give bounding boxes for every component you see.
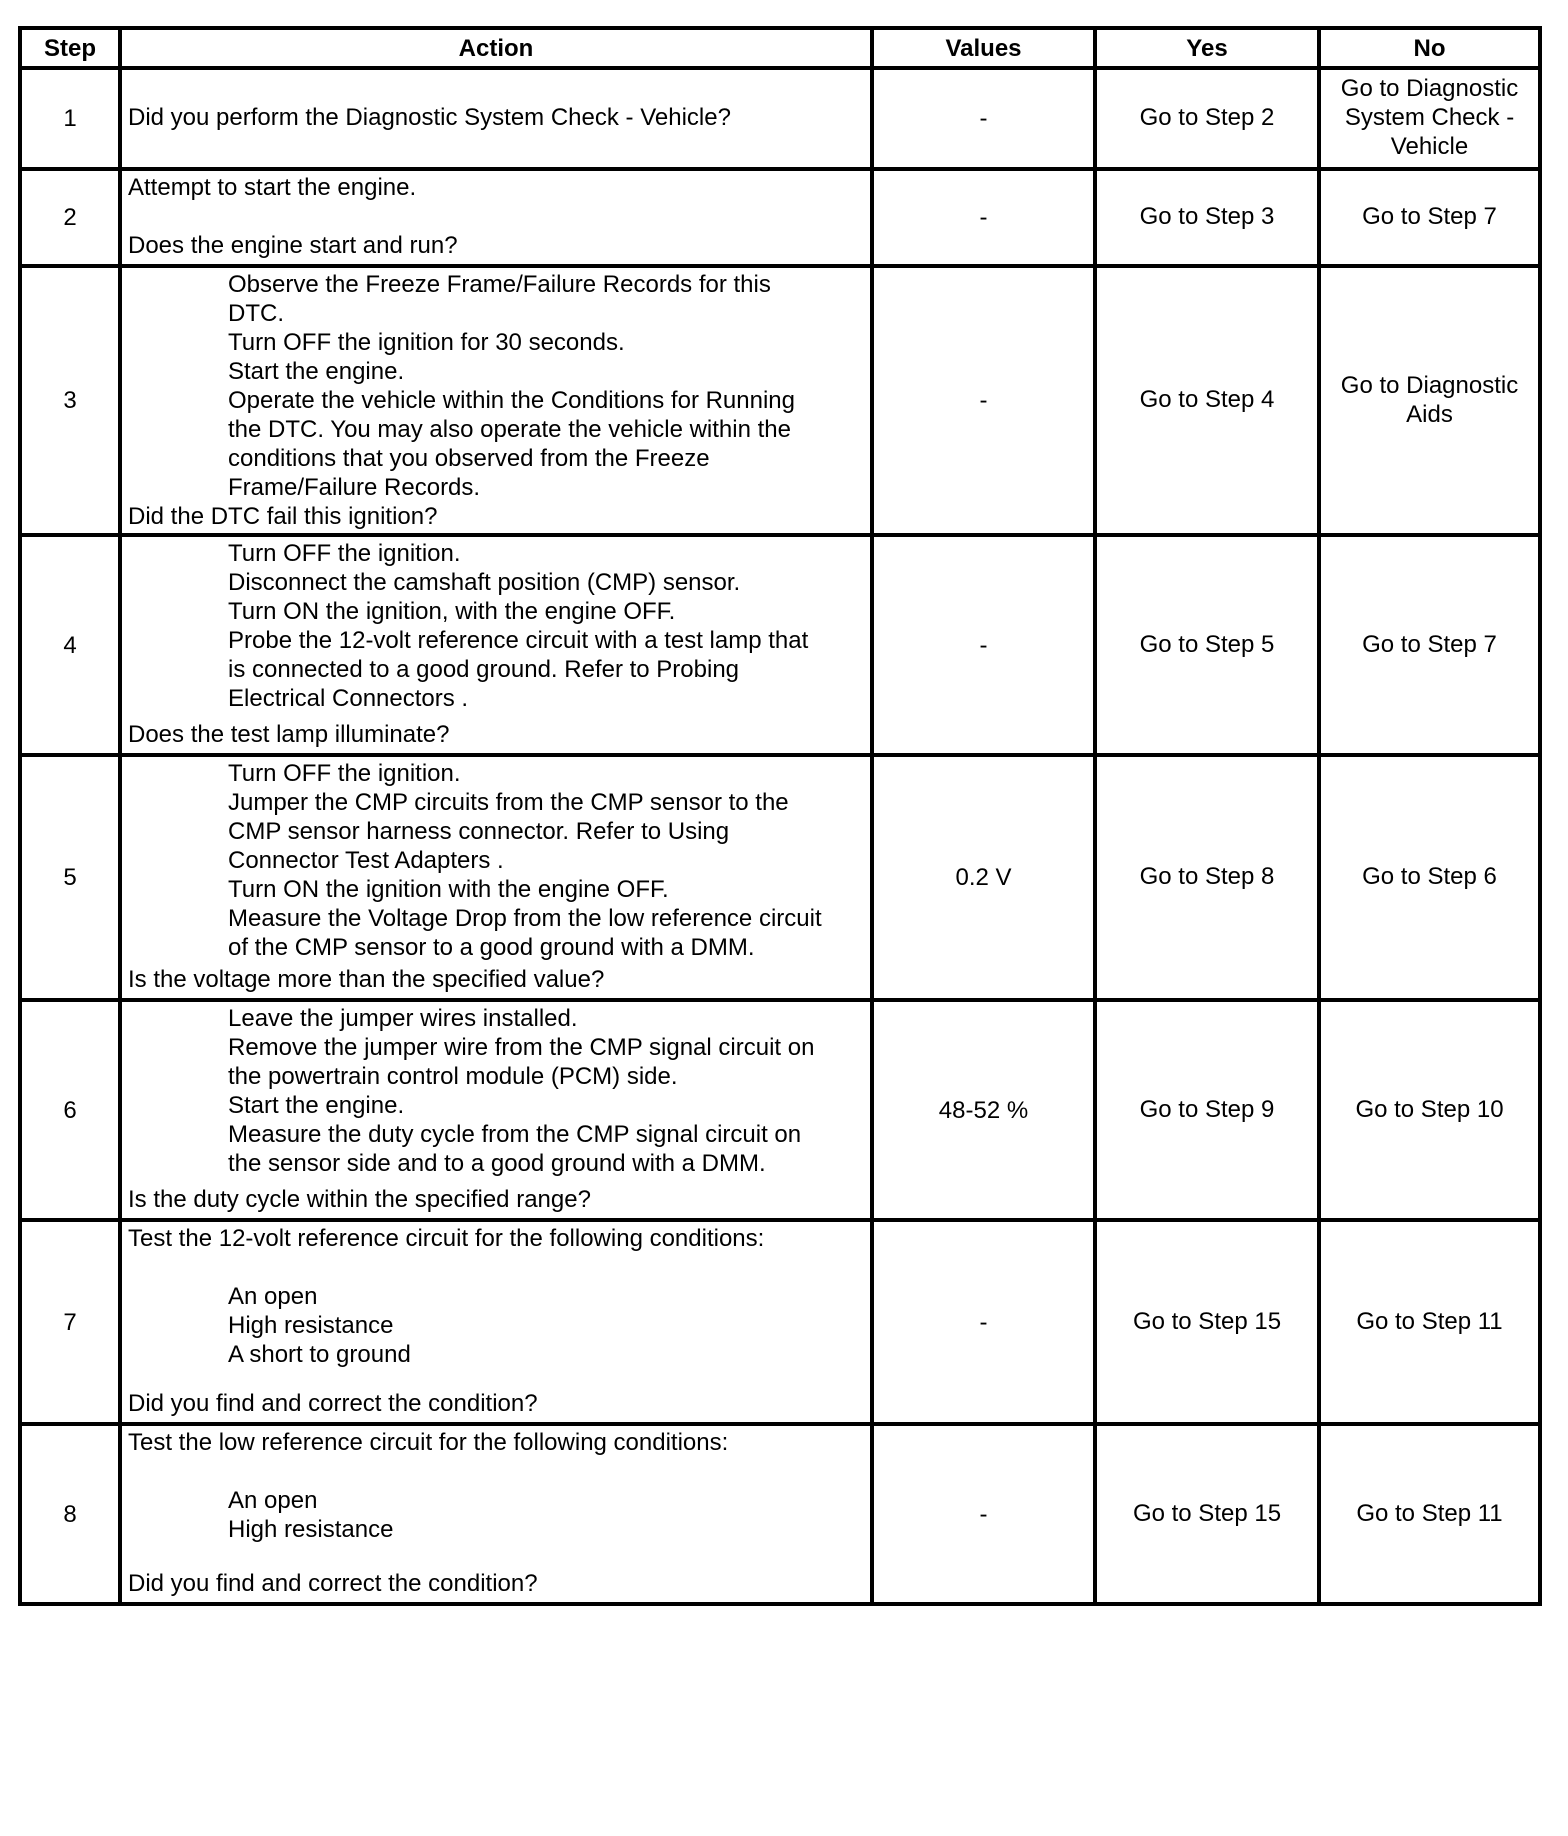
yes-cell: Go to Step 3 xyxy=(1095,169,1319,266)
action-step-item: Probe the 12-volt reference circuit with a test lamp that xyxy=(228,627,809,654)
step-number: 3 xyxy=(20,266,120,535)
step-number: 6 xyxy=(20,1000,120,1220)
no-cell: Go to Step 11 xyxy=(1319,1220,1540,1424)
header-action: Action xyxy=(120,28,872,68)
action-cell xyxy=(120,1000,872,1220)
action-step-item: Turn OFF the ignition for 30 seconds. xyxy=(228,329,625,356)
table-row xyxy=(20,1220,1540,1424)
condition-item: An open xyxy=(228,1283,318,1310)
action-step-item: Observe the Freeze Frame/Failure Records for this xyxy=(228,271,771,298)
action-step-item-cont: is connected to a good ground. Refer to Probing xyxy=(228,656,740,683)
action-step-item-cont: of the CMP sensor to a good ground with a DMM. xyxy=(228,934,755,961)
yes-cell: Go to Step 2 xyxy=(1095,68,1319,169)
no-cell-text: Go to Diagnostic Aids xyxy=(1340,371,1519,428)
action-intro: Test the 12-volt reference circuit for the following conditions: xyxy=(128,1225,765,1252)
no-cell: Go to Step 7 xyxy=(1319,169,1540,266)
action-step-item: Start the engine. xyxy=(228,1092,405,1119)
action-step-item: Operate the vehicle within the Conditions for Running xyxy=(228,387,795,414)
action-conditions xyxy=(128,1282,864,1389)
condition-item: An open xyxy=(228,1487,318,1514)
action-step-item: Measure the Voltage Drop from the low reference circuit xyxy=(228,905,822,932)
action-step-item: Leave the jumper wires installed. xyxy=(228,1005,578,1032)
action-step-item: Turn ON the ignition with the engine OFF. xyxy=(228,876,669,903)
action-cell xyxy=(120,266,872,535)
action-conditions xyxy=(128,1486,864,1569)
action-intro: Test the low reference circuit for the following conditions: xyxy=(128,1429,729,1456)
step-number: 8 xyxy=(20,1424,120,1604)
action-steps xyxy=(128,759,864,965)
action-question: Did you find and correct the condition? xyxy=(128,1390,538,1417)
table-row xyxy=(20,1000,1540,1220)
action-cell xyxy=(120,535,872,755)
action-step-item-cont: CMP sensor harness connector. Refer to Using xyxy=(228,818,730,845)
table-row xyxy=(20,755,1540,1000)
action-step-item-cont: the sensor side and to a good ground with a DMM. xyxy=(228,1150,766,1177)
action-step-item-cont: Connector Test Adapters . xyxy=(228,847,504,874)
step-number: 7 xyxy=(20,1220,120,1424)
step-number: 2 xyxy=(20,169,120,266)
step-number: 5 xyxy=(20,755,120,1000)
header-values: Values xyxy=(872,28,1095,68)
header-no: No xyxy=(1319,28,1540,68)
table-row xyxy=(20,169,1540,266)
step-number: 1 xyxy=(20,68,120,169)
header-row xyxy=(20,28,1540,68)
no-cell: Go to Step 6 xyxy=(1319,755,1540,1000)
diagnostic-table xyxy=(18,26,1542,1606)
action-step-item-cont: DTC. xyxy=(228,300,284,327)
header-yes: Yes xyxy=(1095,28,1319,68)
values-cell: 48-52 % xyxy=(872,1000,1095,1220)
no-cell xyxy=(1319,266,1540,535)
action-step-item: Disconnect the camshaft position (CMP) sensor. xyxy=(228,569,741,596)
action-intro: Attempt to start the engine. xyxy=(128,174,417,201)
values-cell: - xyxy=(872,68,1095,169)
yes-cell: Go to Step 5 xyxy=(1095,535,1319,755)
no-cell-text: Go to Diagnostic System Check - Vehicle xyxy=(1340,75,1519,160)
no-cell: Go to Step 10 xyxy=(1319,1000,1540,1220)
no-cell: Go to Step 7 xyxy=(1319,535,1540,755)
action-step-item: Jumper the CMP circuits from the CMP sensor to the xyxy=(228,789,789,816)
values-cell: - xyxy=(872,266,1095,535)
condition-item: High resistance xyxy=(228,1516,394,1543)
values-cell: 0.2 V xyxy=(872,755,1095,1000)
action-cell xyxy=(120,1220,872,1424)
condition-item: A short to ground xyxy=(228,1341,411,1368)
action-cell xyxy=(120,68,872,169)
values-cell: - xyxy=(872,535,1095,755)
yes-cell: Go to Step 9 xyxy=(1095,1000,1319,1220)
condition-item: High resistance xyxy=(228,1312,394,1339)
action-step-item: Measure the duty cycle from the CMP signal circuit on xyxy=(228,1121,802,1148)
yes-cell: Go to Step 4 xyxy=(1095,266,1319,535)
action-step-item-cont: conditions that you observed from the Freeze xyxy=(228,445,710,472)
action-cell xyxy=(120,1424,872,1604)
action-question: Is the duty cycle within the specified range? xyxy=(128,1186,591,1213)
table-row xyxy=(20,535,1540,755)
action-step-item: Remove the jumper wire from the CMP signal circuit on xyxy=(228,1034,815,1061)
yes-cell: Go to Step 15 xyxy=(1095,1220,1319,1424)
table-row xyxy=(20,266,1540,535)
action-step-item-cont: the DTC. You may also operate the vehicle within the xyxy=(228,416,791,443)
values-cell: - xyxy=(872,1424,1095,1604)
action-steps xyxy=(128,1004,864,1185)
action-question: Is the voltage more than the specified value? xyxy=(128,966,605,993)
table-row xyxy=(20,1424,1540,1604)
action-steps xyxy=(128,270,864,502)
action-step-item: Turn OFF the ignition. xyxy=(228,760,461,787)
action-question: Does the engine start and run? xyxy=(128,232,458,259)
action-step-item: Start the engine. xyxy=(228,358,405,385)
values-cell: - xyxy=(872,169,1095,266)
action-steps xyxy=(128,539,864,720)
action-step-item: Turn OFF the ignition. xyxy=(228,540,461,567)
action-cell xyxy=(120,169,872,266)
table-row xyxy=(20,68,1540,169)
action-intro: Did you perform the Diagnostic System Check - Vehicle? xyxy=(128,104,731,131)
action-cell xyxy=(120,755,872,1000)
no-cell xyxy=(1319,68,1540,169)
header-step: Step xyxy=(20,28,120,68)
no-cell: Go to Step 11 xyxy=(1319,1424,1540,1604)
action-step-item-cont: the powertrain control module (PCM) side. xyxy=(228,1063,678,1090)
action-question: Did the DTC fail this ignition? xyxy=(128,503,438,530)
values-cell: - xyxy=(872,1220,1095,1424)
action-question: Does the test lamp illuminate? xyxy=(128,721,450,748)
action-step-item-cont: Frame/Failure Records. xyxy=(228,474,481,501)
action-step-item-cont: Electrical Connectors . xyxy=(228,685,469,712)
action-step-item: Turn ON the ignition, with the engine OFF. xyxy=(228,598,676,625)
action-question: Did you find and correct the condition? xyxy=(128,1570,538,1597)
step-number: 4 xyxy=(20,535,120,755)
yes-cell: Go to Step 15 xyxy=(1095,1424,1319,1604)
yes-cell: Go to Step 8 xyxy=(1095,755,1319,1000)
